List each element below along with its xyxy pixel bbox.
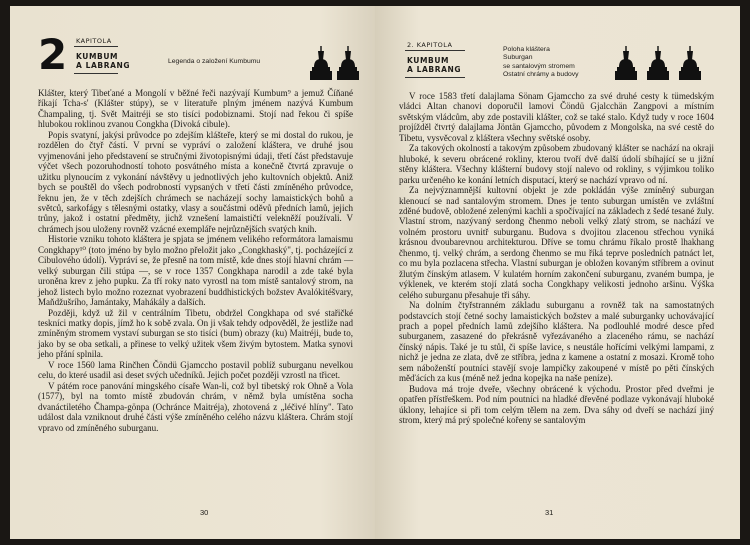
stupa-icons xyxy=(615,46,701,80)
stupa-icons xyxy=(310,46,359,80)
stupa-icon xyxy=(310,46,332,80)
paragraph: Klášter, který Tibeťané a Mongolí v běžné řeči nazývají Kumbum⁹ a jemuž Číňané říkají Tcha-s' (Klášter stúpy), se v literatuře plným jménem nazývá Kumbum Čhampaling, tj. Svět Maitréji se sto tisíci podobiznami. Stojí nad řekou či spíše hlubokou roklinou zvanou Congkha (Divoká cibule). xyxy=(38,88,353,130)
paragraph: Popis svatyní, jakýsi průvodce po zdejším klášteře, který se mi dostal do rukou, je rozdělen do čtyř částí. V první se vypráví o založení kláštera, ve druhé jsou vyjmenováni jeho představení se stručnými životopisnými údaji, třetí část představuje výčet všech pozoruhodností tohoto posvátného místa a konečně čtvrtá zpravuje o užitku plynoucím z vykonání návštěvy u jednotlivých jeho kultovních objektů. Aniž bych se pouštěl do všech podrobností vypsaných v třetí části zmíněného průvodce, řeknu jen, že v těch zdejších chrámech se nacházejí sochy lamaistických bohů a světců, sarkofágy s tělesnými ostatky, vlasy a součástmi oděvů předních lamů, jejich trůny, jakož i ostatní předměty, jichž vznešení lamaističtí velekněží používali. V chrámech jsou uloženy rovněž vzácné exempláře nejrůznějších svatých knih. xyxy=(38,129,353,234)
paragraph: V roce 1583 třetí dalajlama Sönam Gjamccho za své druhé cesty k tümedským vládci Altan chanovi doporučil lamovi Čöndü Gjalcchän Zangpovi a místním světským vládcům, aby zde postavili klášter, což se také stalo. Když tudy v roce 1604 projížděl čtvrtý dalajlama Jöntän Gjamccho, původem z Mongolska, na své cestě do Tibetu, vysvěcoval z kláštera všechny světské osoby. xyxy=(399,91,714,143)
legend-item: Ostatní chrámy a budovy xyxy=(503,71,579,79)
legend-item: se santalovým stromem xyxy=(503,62,575,70)
header-rule-top xyxy=(405,50,465,51)
paragraph: Za nejvýznamnější kultovní objekt je zde pokládán výše zmíněný suburgan klenoucí se nad santalovým stromem. Dnes je tento suburgan umístěn ve zvláštní zděné budově, obložené zelenými kachli a spočívající na základech z šedé tesané žuly. Vlastní strom, nazývaný serdong čhenmo neboli velký zlatý strom, se nachází ve volném prostoru uvnitř suburganu. Budova s dvojitou zlacenou střechou vyniká krásnou dvoubarevnou architekturou. Dříve se tomu chrámu říkalo prostě lhakhang čhenmo, tj. velký chrám, a serdong čhenmo se mu říká teprve posledních patnáct let, co mu byla pozlacena střecha. Vlastní suburgan je obložen kovaným stříbrem a ovinut žlutým čínským atlasem. V kulatém horním zakončení suburganu, zvaném bumpa, je výklenek, ve kterém stojí zlatá socha Congkhapy velikosti jednoho aršinu. Výška celého suburganu přesahuje tři sáhy. xyxy=(399,185,714,300)
stupa-icon xyxy=(615,46,637,80)
chapter-title: KUMBUM A LABRANG xyxy=(76,52,131,70)
paragraph: Historie vzniku tohoto kláštera je spjata se jménem velikého reformátora lamaismu Congkhapy¹⁰ (toto jméno by bylo možno přeložit jako „Congkhaský", tj. pocházející z Cibulového údolí). Vypráví se, že přesně na tom místě, kde dnes stojí hlavní chrám — velký suburgan čili stúpa —, se v roce 1357 Congkhapa narodil a zde také byla uroněna krev z jeho pupku. Za tří roky nato vyrostl na tom místě santalový strom, na jehož listech bylo možno rozeznat vyobrazení buddhistických božstev Avalókitéšvary, Maňdžušrího, Jamántaky, Mahákály a dalších. xyxy=(38,234,353,308)
right-page xyxy=(375,6,740,539)
map-legend: Legenda o založení Kumbumu xyxy=(168,58,261,65)
left-page xyxy=(10,6,375,539)
stupa-icon xyxy=(647,46,669,80)
paragraph: Za takových okolností a takovým způsobem zbudovaný klášter se nachází na okraji hluboké, k severu obrácené rokliny, kterou tvoří dvě další údolí sbíhající se u jižní stěny kláštera. Všechny klášterní budovy stojí nalevo od rokliny, s výjimkou toliko parku určeného ke konání letních disputací, který se nachází vpravo od ní. xyxy=(399,143,714,185)
chapter-title: KUMBUM A LABRANG xyxy=(407,56,462,74)
paragraph: V roce 1560 lama Rinčhen Čöndü Gjamccho postavil poblíž suburganu nevelkou celu, do které usadil asi deset svých učedníků. Jejich počet později vzrostl na třicet. xyxy=(38,359,353,381)
chapter-label: KAPITOLA xyxy=(76,37,112,45)
stupa-icon xyxy=(337,46,359,80)
right-body-text xyxy=(399,91,714,426)
paragraph: Později, když už žil v centrálním Tibetu, obdržel Congkhapa od své stařičké teskníci matky dopis, jímž ho k sobě zvala. On ji však tehdy odpověděl, že jestliže nad zmíněným stromem vystaví suburgan se sto tisíci (bum) obrazy (ku) Maitréji, bude to, jako by se oba setkali, a přinese to velký užitek všem živým bytostem. Matka synovi jeho přání splnila. xyxy=(38,307,353,360)
legend-item: Suburgan xyxy=(503,54,533,62)
map-legend xyxy=(503,46,579,80)
book-spread xyxy=(10,6,740,539)
paragraph: Budova má troje dveře, všechny obrácené k východu. Prostor před dveřmi je opatřen přístřeškem. Pod ním poutníci na hladké dřevěné podlaze vykonávají hluboké úklony, lehajíce si při tom celým tělem na zem. Dva sáhy od dveří se nachází jiný strom, který má prý společné kořeny se santalovým xyxy=(399,383,714,426)
stupa-icon xyxy=(679,46,701,80)
chapter-label: 2. KAPITOLA xyxy=(407,41,453,49)
chapter-number: 2 xyxy=(38,30,68,79)
legend-item: Poloha kláštera xyxy=(503,46,550,53)
header-rule-bottom xyxy=(74,73,118,74)
header-rule-bottom xyxy=(405,77,465,78)
paragraph: V pátém roce panování mingského císaře Wan-li, což byl tibetský rok Ohně a Vola (1577), byl na tomto místě zbudován chrám, v němž byla umístěna socha dvanáctiletého Čhampa-gönpa (Ochránce Maitréja), zhotovená z „léčivé hlíny". Tato událost dala vzniknout druhé části výše zmíněného celého názvu kláštera. Chrám stojí vpravo od zmíněného suburganu. xyxy=(38,380,353,433)
header-rule-top xyxy=(74,46,118,47)
paragraph: Na dolním čtyřstranném základu suburganu a rovněž tak na samostatných podstavcích stojí četné sochy lamaistických božstev a malé suburganky uchovávající prach a popel předních lamů zdejšího kláštera. Na podlouhlé modré desce před suburganem, zasazené do překrásně vyřezávaného a zlaceného rámu, se nachází čínský nápis. Také je tu stůl, či spíše lavice, s neustále hořícími velkými lampami, z nichž je jedna ze zlata, dvě ze stříbra, jedna z kamene a ostatní z mosazi. Kromě toho sem náboženští poutníci stavějí svoje lampičky zakoupené v místě po pěti čínských měďácích za kus (méně než jedna kopejka na naše peníze). xyxy=(399,300,714,384)
left-body-text xyxy=(38,88,353,433)
page-number-right: 31 xyxy=(545,508,554,517)
page-number-left: 30 xyxy=(200,508,209,517)
